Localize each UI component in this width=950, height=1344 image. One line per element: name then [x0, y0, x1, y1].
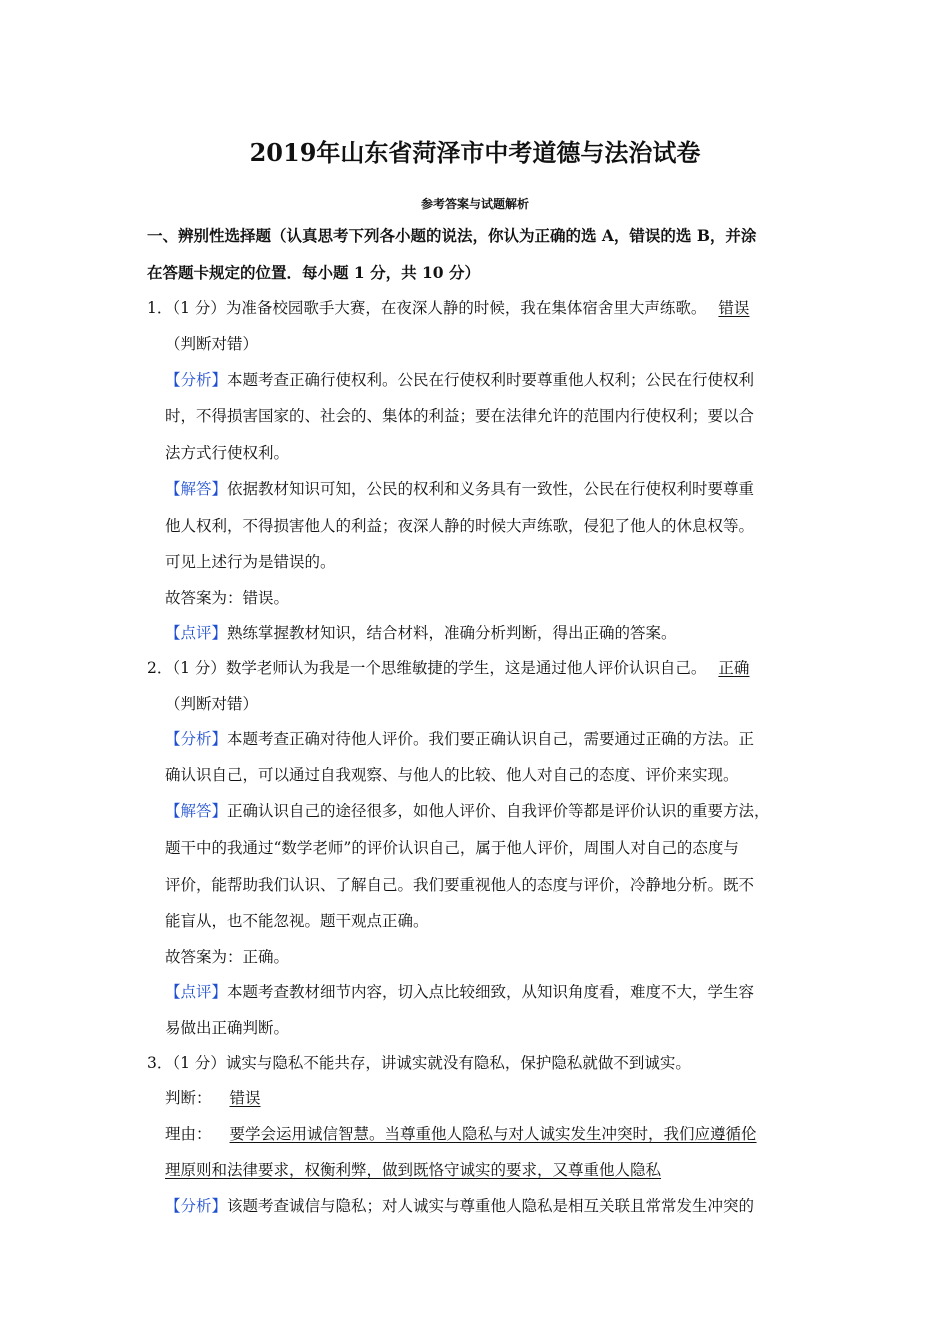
question-1	[147, 298, 749, 318]
judge-blank: 错误	[229, 1089, 261, 1107]
answer-tag: 【解答】	[165, 480, 228, 498]
section-heading-line-1: 一、辨别性选择题（认真思考下列各小题的说法，你认为正确的选 A，错误的选 B，并涂	[147, 226, 757, 245]
question-type: （判断对错）	[165, 335, 259, 353]
judge-row	[165, 1088, 279, 1108]
comment-tag: 【点评】	[165, 624, 228, 642]
analysis-block: 【分析】该题考查诚信与隐私；对人诚实与尊重他人隐私是相互关联且常常发生冲突的	[165, 1197, 755, 1215]
judge-label: 判断：	[165, 1089, 212, 1107]
question-number: 3．	[147, 1054, 173, 1072]
analysis-block: 【分析】本题考查正确行使权利。公民在行使权利时要尊重他人权利；公民在行使权利	[165, 371, 755, 389]
answer-line: 能盲从，也不能忽视。题干观点正确。	[165, 912, 429, 930]
comment-block: 【点评】本题考查教材细节内容，切入点比较细致，从知识角度看，难度不大，学生容	[165, 983, 755, 1001]
answer-tag: 【解答】	[165, 802, 228, 820]
question-number: 1．	[147, 299, 173, 317]
reason-row	[165, 1124, 757, 1144]
reason-label: 理由：	[165, 1125, 212, 1143]
answer-blank: 错误	[718, 299, 750, 317]
page-title: 2019年山东省菏泽市中考道德与法治试卷	[249, 138, 701, 167]
analysis-block: 【分析】本题考查正确对待他人评价。我们要正确认识自己，需要通过正确的方法。正	[165, 730, 755, 748]
analysis-line: 时，不得损害国家的、社会的、集体的利益；要在法律允许的范围内行使权利；要以合	[165, 407, 755, 425]
analysis-tag: 【分析】	[165, 730, 228, 748]
comment-block: 【点评】熟练掌握教材知识，结合材料，准确分析判断，得出正确的答案。	[165, 624, 677, 642]
section-heading-line-2: 在答题卡规定的位置．每小题 1 分，共 10 分）	[147, 263, 480, 282]
answer-line: 可见上述行为是错误的。	[165, 553, 336, 571]
conclusion: 故答案为：错误。	[165, 589, 290, 607]
answer-block: 【解答】依据教材知识可知，公民的权利和义务具有一致性，公民在行使权利时要尊重	[165, 480, 755, 498]
question-3	[147, 1053, 691, 1073]
page-subtitle: 参考答案与试题解析	[420, 197, 529, 211]
question-text: （1 分）数学老师认为我是一个思维敏捷的学生，这是通过他人评价认识自己。	[172, 659, 707, 677]
question-type: （判断对错）	[165, 695, 259, 713]
answer-line: 题干中的我通过“数学老师”的评价认识自己，属于他人评价，周围人对自己的态度与	[165, 839, 739, 857]
reason-blank: 要学会运用诚信智慧。当尊重他人隐私与对人诚实发生冲突时，我们应遵循伦	[229, 1125, 757, 1143]
answer-line: 他人权利，不得损害他人的利益；夜深人静的时候大声练歌，侵犯了他人的休息权等。	[165, 517, 755, 535]
analysis-line: 确认识自己，可以通过自我观察、与他人的比较、他人对自己的态度、评价来实现。	[165, 766, 739, 784]
conclusion: 故答案为：正确。	[165, 948, 290, 966]
comment-tag: 【点评】	[165, 983, 228, 1001]
analysis-tag: 【分析】	[165, 1197, 228, 1215]
comment-line: 易做出正确判断。	[165, 1019, 290, 1037]
answer-line: 评价，能帮助我们认识、了解自己。我们要重视他人的态度与评价，冷静地分析。既不	[165, 876, 755, 894]
question-number: 2．	[147, 659, 173, 677]
question-2	[147, 658, 749, 678]
analysis-line: 法方式行使权利。	[165, 444, 290, 462]
question-text: （1 分）为准备校园歌手大赛，在夜深人静的时候，我在集体宿舍里大声练歌。	[172, 299, 707, 317]
reason-line: 理原则和法律要求，权衡利弊，做到既恪守诚实的要求，又尊重他人隐私	[165, 1161, 662, 1179]
analysis-tag: 【分析】	[165, 371, 228, 389]
answer-block: 【解答】正确认识自己的途径很多，如他人评价、自我评价等都是评价认识的重要方法，	[165, 802, 770, 820]
question-text: （1 分）诚实与隐私不能共存，讲诚实就没有隐私，保护隐私就做不到诚实。	[172, 1054, 691, 1072]
answer-blank: 正确	[718, 659, 750, 677]
